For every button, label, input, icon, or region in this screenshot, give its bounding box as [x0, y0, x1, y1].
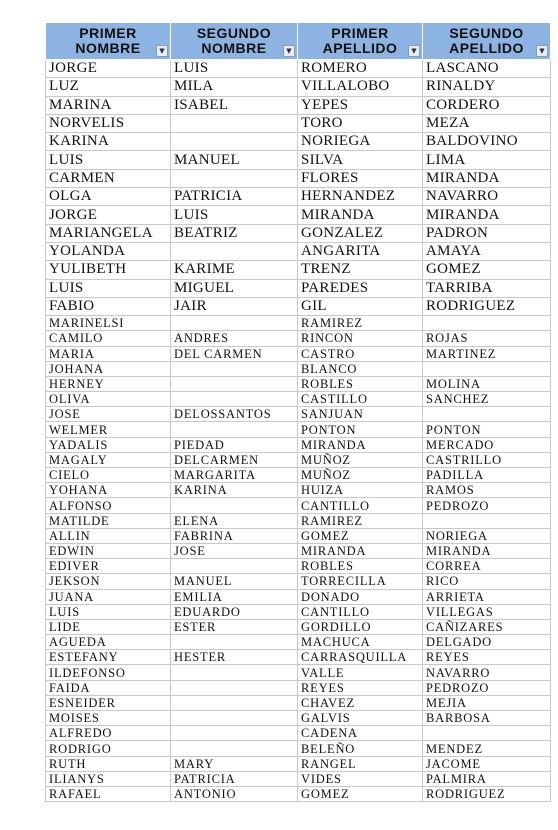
cell-segundo-nombre[interactable]: [171, 376, 298, 391]
table-row: [46, 422, 551, 437]
cell-primer-nombre[interactable]: RAFAEL: [46, 786, 171, 801]
cell-segundo-nombre[interactable]: DELCARMEN: [171, 452, 298, 467]
cell-segundo-apellido[interactable]: GOMEZ: [423, 261, 551, 279]
cell-segundo-nombre[interactable]: DELOSSANTOS: [171, 407, 298, 422]
cell-segundo-nombre[interactable]: EMILIA: [171, 589, 298, 604]
cell-segundo-nombre[interactable]: [171, 114, 298, 132]
cell-primer-nombre[interactable]: MARINELSI: [46, 316, 171, 331]
cell-primer-nombre[interactable]: OLGA: [46, 188, 171, 206]
cell-segundo-apellido[interactable]: MIRANDA: [423, 169, 551, 187]
cell-primer-nombre[interactable]: YULIBETH: [46, 261, 171, 279]
cell-primer-apellido[interactable]: CANTILLO: [298, 604, 423, 619]
cell-primer-nombre[interactable]: ALLIN: [46, 528, 171, 543]
cell-segundo-nombre[interactable]: [171, 680, 298, 695]
cell-segundo-apellido[interactable]: PONTON: [423, 422, 551, 437]
cell-segundo-apellido[interactable]: BALDOVINO: [423, 133, 551, 151]
table-row: [46, 316, 551, 331]
table-row: [46, 513, 551, 528]
cell-segundo-nombre[interactable]: [171, 741, 298, 756]
cell-primer-apellido[interactable]: TRENZ: [298, 261, 423, 279]
cell-primer-nombre[interactable]: MARIANGELA: [46, 224, 171, 242]
cell-primer-nombre[interactable]: YADALIS: [46, 437, 171, 452]
cell-primer-apellido[interactable]: HUIZA: [298, 483, 423, 498]
cell-segundo-apellido[interactable]: SANCHEZ: [423, 392, 551, 407]
cell-segundo-apellido[interactable]: CORREA: [423, 559, 551, 574]
cell-segundo-apellido[interactable]: JACOME: [423, 756, 551, 771]
cell-segundo-apellido[interactable]: PADRON: [423, 224, 551, 242]
cell-primer-apellido[interactable]: ROBLES: [298, 376, 423, 391]
cell-segundo-nombre[interactable]: KARINA: [171, 483, 298, 498]
cell-segundo-nombre[interactable]: PIEDAD: [171, 437, 298, 452]
table-row: [46, 589, 551, 604]
cell-segundo-nombre[interactable]: ANDRES: [171, 331, 298, 346]
cell-primer-apellido[interactable]: CADENA: [298, 726, 423, 741]
cell-primer-apellido[interactable]: YEPES: [298, 96, 423, 114]
cell-primer-apellido[interactable]: CARRASQUILLA: [298, 650, 423, 665]
table-row: [46, 437, 551, 452]
table-row: [46, 559, 551, 574]
cell-primer-nombre[interactable]: JUANA: [46, 589, 171, 604]
cell-primer-nombre[interactable]: ESNEIDER: [46, 695, 171, 710]
cell-segundo-nombre[interactable]: FABRINA: [171, 528, 298, 543]
cell-segundo-apellido[interactable]: MARTINEZ: [423, 346, 551, 361]
cell-primer-apellido[interactable]: PONTON: [298, 422, 423, 437]
cell-segundo-nombre[interactable]: ANTONIO: [171, 786, 298, 801]
cell-primer-apellido[interactable]: TORO: [298, 114, 423, 132]
table-row: [46, 279, 551, 297]
table-row: [46, 452, 551, 467]
cell-segundo-nombre[interactable]: [171, 242, 298, 260]
table-row: [46, 726, 551, 741]
cell-primer-apellido[interactable]: GORDILLO: [298, 619, 423, 634]
cell-segundo-nombre[interactable]: LUIS: [171, 206, 298, 224]
header-line1: PRIMER: [331, 25, 389, 41]
cell-segundo-apellido[interactable]: MEZA: [423, 114, 551, 132]
cell-primer-apellido[interactable]: RAMIREZ: [298, 316, 423, 331]
table-row: [46, 331, 551, 346]
cell-primer-nombre[interactable]: EDWIN: [46, 543, 171, 558]
cell-primer-apellido[interactable]: CASTRO: [298, 346, 423, 361]
header-row: [46, 23, 551, 60]
table-row: [46, 297, 551, 315]
cell-primer-apellido[interactable]: GONZALEZ: [298, 224, 423, 242]
cell-primer-apellido[interactable]: GOMEZ: [298, 786, 423, 801]
cell-primer-nombre[interactable]: ILIANYS: [46, 771, 171, 786]
cell-segundo-nombre[interactable]: PATRICIA: [171, 188, 298, 206]
cell-segundo-nombre[interactable]: [171, 726, 298, 741]
cell-segundo-apellido[interactable]: LIMA: [423, 151, 551, 169]
header-line2: APELLIDO: [322, 40, 398, 56]
cell-segundo-apellido[interactable]: RICO: [423, 574, 551, 589]
cell-primer-apellido[interactable]: NORIEGA: [298, 133, 423, 151]
table-row: [46, 756, 551, 771]
cell-primer-apellido[interactable]: MIRANDA: [298, 543, 423, 558]
table-row: [46, 188, 551, 206]
header-line2: APELLIDO: [449, 40, 524, 56]
header-line2: NOMBRE: [201, 40, 267, 56]
cell-segundo-nombre[interactable]: [171, 711, 298, 726]
cell-primer-apellido[interactable]: GALVIS: [298, 711, 423, 726]
chevron-down-icon[interactable]: ▼: [283, 45, 295, 57]
table-row: [46, 741, 551, 756]
cell-primer-apellido[interactable]: HERNANDEZ: [298, 188, 423, 206]
cell-primer-nombre[interactable]: JEKSON: [46, 574, 171, 589]
cell-segundo-apellido[interactable]: RODRIGUEZ: [423, 786, 551, 801]
header-primer-nombre[interactable]: [46, 23, 171, 60]
cell-primer-apellido[interactable]: CASTILLO: [298, 392, 423, 407]
cell-primer-nombre[interactable]: MAGALY: [46, 452, 171, 467]
cell-segundo-nombre[interactable]: [171, 392, 298, 407]
table-row: [46, 665, 551, 680]
cell-primer-nombre[interactable]: LUIS: [46, 604, 171, 619]
cell-primer-nombre[interactable]: JORGE: [46, 206, 171, 224]
cell-segundo-apellido[interactable]: LASCANO: [423, 60, 551, 78]
chevron-down-icon[interactable]: ▼: [408, 45, 420, 57]
cell-primer-nombre[interactable]: CARMEN: [46, 169, 171, 187]
cell-segundo-apellido[interactable]: [423, 316, 551, 331]
cell-segundo-apellido[interactable]: [423, 361, 551, 376]
cell-primer-nombre[interactable]: CIELO: [46, 468, 171, 483]
cell-segundo-nombre[interactable]: [171, 133, 298, 151]
table-row: [46, 650, 551, 665]
cell-segundo-nombre[interactable]: [171, 169, 298, 187]
cell-primer-apellido[interactable]: GOMEZ: [298, 528, 423, 543]
cell-primer-apellido[interactable]: REYES: [298, 680, 423, 695]
cell-primer-apellido[interactable]: FLORES: [298, 169, 423, 187]
table-row: [46, 786, 551, 801]
header-primer-apellido[interactable]: [298, 23, 423, 60]
cell-primer-nombre[interactable]: FABIO: [46, 297, 171, 315]
cell-primer-nombre[interactable]: ALFREDO: [46, 726, 171, 741]
cell-segundo-nombre[interactable]: MARGARITA: [171, 468, 298, 483]
cell-segundo-nombre[interactable]: [171, 498, 298, 513]
cell-primer-nombre[interactable]: LUIS: [46, 279, 171, 297]
cell-segundo-nombre[interactable]: JOSE: [171, 543, 298, 558]
cell-segundo-nombre[interactable]: MANUEL: [171, 151, 298, 169]
cell-primer-nombre[interactable]: ESTEFANY: [46, 650, 171, 665]
cell-primer-nombre[interactable]: ALFONSO: [46, 498, 171, 513]
table-row: [46, 96, 551, 114]
cell-primer-apellido[interactable]: BLANCO: [298, 361, 423, 376]
cell-primer-nombre[interactable]: MARINA: [46, 96, 171, 114]
table-row: [46, 528, 551, 543]
header-line1: SEGUNDO: [449, 25, 524, 41]
names-table-container: [45, 22, 550, 802]
cell-segundo-apellido[interactable]: CORDERO: [423, 96, 551, 114]
cell-primer-apellido[interactable]: MACHUCA: [298, 635, 423, 650]
cell-primer-apellido[interactable]: RAMIREZ: [298, 513, 423, 528]
table-row: [46, 78, 551, 96]
table-row: [46, 346, 551, 361]
cell-segundo-nombre[interactable]: LUIS: [171, 60, 298, 78]
chevron-down-icon[interactable]: ▼: [536, 45, 548, 57]
table-row: [46, 711, 551, 726]
table-row: [46, 376, 551, 391]
cell-primer-nombre[interactable]: YOHANA: [46, 483, 171, 498]
cell-primer-apellido[interactable]: VIDES: [298, 771, 423, 786]
cell-segundo-apellido[interactable]: [423, 513, 551, 528]
cell-primer-nombre[interactable]: MATILDE: [46, 513, 171, 528]
cell-segundo-apellido[interactable]: [423, 407, 551, 422]
cell-segundo-apellido[interactable]: TARRIBA: [423, 279, 551, 297]
cell-primer-apellido[interactable]: MUÑOZ: [298, 452, 423, 467]
table-row: [46, 407, 551, 422]
cell-primer-apellido[interactable]: SANJUAN: [298, 407, 423, 422]
cell-primer-apellido[interactable]: MUÑOZ: [298, 468, 423, 483]
cell-primer-nombre[interactable]: AGUEDA: [46, 635, 171, 650]
cell-segundo-apellido[interactable]: MEJIA: [423, 695, 551, 710]
table-row: [46, 604, 551, 619]
table-row: [46, 392, 551, 407]
cell-segundo-apellido[interactable]: PADILLA: [423, 468, 551, 483]
table-row: [46, 468, 551, 483]
cell-primer-nombre[interactable]: CAMILO: [46, 331, 171, 346]
table-row: [46, 498, 551, 513]
table-row: [46, 242, 551, 260]
header-segundo-nombre[interactable]: [171, 23, 298, 60]
header-segundo-apellido[interactable]: [423, 23, 551, 60]
cell-segundo-nombre[interactable]: MANUEL: [171, 574, 298, 589]
cell-segundo-nombre[interactable]: PATRICIA: [171, 771, 298, 786]
cell-primer-apellido[interactable]: MIRANDA: [298, 437, 423, 452]
cell-primer-apellido[interactable]: VILLALOBO: [298, 78, 423, 96]
cell-primer-nombre[interactable]: KARINA: [46, 133, 171, 151]
cell-segundo-apellido[interactable]: DELGADO: [423, 635, 551, 650]
cell-segundo-apellido[interactable]: AMAYA: [423, 242, 551, 260]
cell-segundo-nombre[interactable]: MILA: [171, 78, 298, 96]
cell-segundo-apellido[interactable]: RAMOS: [423, 483, 551, 498]
cell-segundo-nombre[interactable]: DEL CARMEN: [171, 346, 298, 361]
cell-segundo-nombre[interactable]: MIGUEL: [171, 279, 298, 297]
cell-segundo-apellido[interactable]: MIRANDA: [423, 206, 551, 224]
cell-primer-nombre[interactable]: ILDEFONSO: [46, 665, 171, 680]
cell-primer-nombre[interactable]: JOSE: [46, 407, 171, 422]
cell-segundo-apellido[interactable]: MERCADO: [423, 437, 551, 452]
table-body: [46, 60, 551, 802]
cell-segundo-apellido[interactable]: MIRANDA: [423, 543, 551, 558]
cell-segundo-nombre[interactable]: ESTER: [171, 619, 298, 634]
cell-segundo-apellido[interactable]: REYES: [423, 650, 551, 665]
cell-primer-nombre[interactable]: HERNEY: [46, 376, 171, 391]
table-row: [46, 133, 551, 151]
cell-segundo-nombre[interactable]: MARY: [171, 756, 298, 771]
cell-segundo-apellido[interactable]: CAÑIZARES: [423, 619, 551, 634]
cell-segundo-nombre[interactable]: [171, 559, 298, 574]
cell-primer-apellido[interactable]: CANTILLO: [298, 498, 423, 513]
cell-segundo-apellido[interactable]: RODRIGUEZ: [423, 297, 551, 315]
table-row: [46, 680, 551, 695]
cell-segundo-nombre[interactable]: ISABEL: [171, 96, 298, 114]
cell-segundo-apellido[interactable]: VILLEGAS: [423, 604, 551, 619]
cell-primer-nombre[interactable]: EDIVER: [46, 559, 171, 574]
cell-segundo-nombre[interactable]: [171, 695, 298, 710]
table-row: [46, 60, 551, 78]
table-row: [46, 361, 551, 376]
cell-primer-nombre[interactable]: LUZ: [46, 78, 171, 96]
cell-segundo-apellido[interactable]: RINALDY: [423, 78, 551, 96]
cell-primer-nombre[interactable]: MARIA: [46, 346, 171, 361]
cell-segundo-nombre[interactable]: JAIR: [171, 297, 298, 315]
cell-segundo-apellido[interactable]: BARBOSA: [423, 711, 551, 726]
table-row: [46, 261, 551, 279]
cell-primer-apellido[interactable]: DONADO: [298, 589, 423, 604]
table-row: [46, 483, 551, 498]
cell-segundo-apellido[interactable]: PALMIRA: [423, 771, 551, 786]
cell-segundo-apellido[interactable]: NORIEGA: [423, 528, 551, 543]
table-header: [46, 23, 551, 60]
cell-primer-apellido[interactable]: MIRANDA: [298, 206, 423, 224]
table-row: [46, 169, 551, 187]
cell-segundo-apellido[interactable]: MOLINA: [423, 376, 551, 391]
table-row: [46, 206, 551, 224]
cell-segundo-nombre[interactable]: [171, 665, 298, 680]
cell-segundo-apellido[interactable]: MENDEZ: [423, 741, 551, 756]
cell-segundo-nombre[interactable]: BEATRIZ: [171, 224, 298, 242]
cell-primer-nombre[interactable]: FAIDA: [46, 680, 171, 695]
cell-primer-apellido[interactable]: TORRECILLA: [298, 574, 423, 589]
cell-primer-apellido[interactable]: GIL: [298, 297, 423, 315]
cell-primer-apellido[interactable]: ANGARITA: [298, 242, 423, 260]
table-row: [46, 635, 551, 650]
cell-primer-apellido[interactable]: PAREDES: [298, 279, 423, 297]
cell-segundo-apellido[interactable]: [423, 726, 551, 741]
table-row: [46, 695, 551, 710]
cell-primer-apellido[interactable]: BELEÑO: [298, 741, 423, 756]
cell-segundo-nombre[interactable]: [171, 635, 298, 650]
cell-primer-nombre[interactable]: NORVELIS: [46, 114, 171, 132]
cell-primer-nombre[interactable]: JOHANA: [46, 361, 171, 376]
cell-primer-nombre[interactable]: YOLANDA: [46, 242, 171, 260]
header-line1: SEGUNDO: [196, 25, 272, 41]
table-row: [46, 543, 551, 558]
cell-primer-nombre[interactable]: LIDE: [46, 619, 171, 634]
cell-primer-apellido[interactable]: RINCON: [298, 331, 423, 346]
cell-primer-nombre[interactable]: MOISES: [46, 711, 171, 726]
cell-primer-nombre[interactable]: LUIS: [46, 151, 171, 169]
cell-primer-nombre[interactable]: OLIVA: [46, 392, 171, 407]
cell-primer-nombre[interactable]: RUTH: [46, 756, 171, 771]
header-line2: NOMBRE: [75, 40, 141, 56]
cell-primer-apellido[interactable]: CHAVEZ: [298, 695, 423, 710]
cell-segundo-nombre[interactable]: EDUARDO: [171, 604, 298, 619]
table-row: [46, 151, 551, 169]
header-line1: PRIMER: [79, 25, 137, 41]
cell-primer-apellido[interactable]: VALLE: [298, 665, 423, 680]
cell-primer-nombre[interactable]: WELMER: [46, 422, 171, 437]
cell-segundo-nombre[interactable]: KARIME: [171, 261, 298, 279]
cell-primer-nombre[interactable]: JORGE: [46, 60, 171, 78]
cell-primer-apellido[interactable]: RANGEL: [298, 756, 423, 771]
table-row: [46, 114, 551, 132]
chevron-down-icon[interactable]: ▼: [156, 45, 168, 57]
table-row: [46, 574, 551, 589]
cell-primer-apellido[interactable]: ROBLES: [298, 559, 423, 574]
cell-segundo-nombre[interactable]: [171, 422, 298, 437]
names-table: [45, 22, 551, 802]
cell-segundo-apellido[interactable]: PEDROZO: [423, 498, 551, 513]
cell-primer-apellido[interactable]: ROMERO: [298, 60, 423, 78]
cell-primer-nombre[interactable]: RODRIGO: [46, 741, 171, 756]
cell-segundo-apellido[interactable]: NAVARRO: [423, 188, 551, 206]
table-row: [46, 771, 551, 786]
cell-segundo-apellido[interactable]: PEDROZO: [423, 680, 551, 695]
cell-segundo-apellido[interactable]: ARRIETA: [423, 589, 551, 604]
cell-segundo-nombre[interactable]: HESTER: [171, 650, 298, 665]
cell-segundo-nombre[interactable]: ELENA: [171, 513, 298, 528]
cell-primer-apellido[interactable]: SILVA: [298, 151, 423, 169]
cell-segundo-apellido[interactable]: ROJAS: [423, 331, 551, 346]
cell-segundo-nombre[interactable]: [171, 361, 298, 376]
cell-segundo-apellido[interactable]: CASTRILLO: [423, 452, 551, 467]
cell-segundo-nombre[interactable]: [171, 316, 298, 331]
table-row: [46, 619, 551, 634]
cell-segundo-apellido[interactable]: NAVARRO: [423, 665, 551, 680]
table-row: [46, 224, 551, 242]
